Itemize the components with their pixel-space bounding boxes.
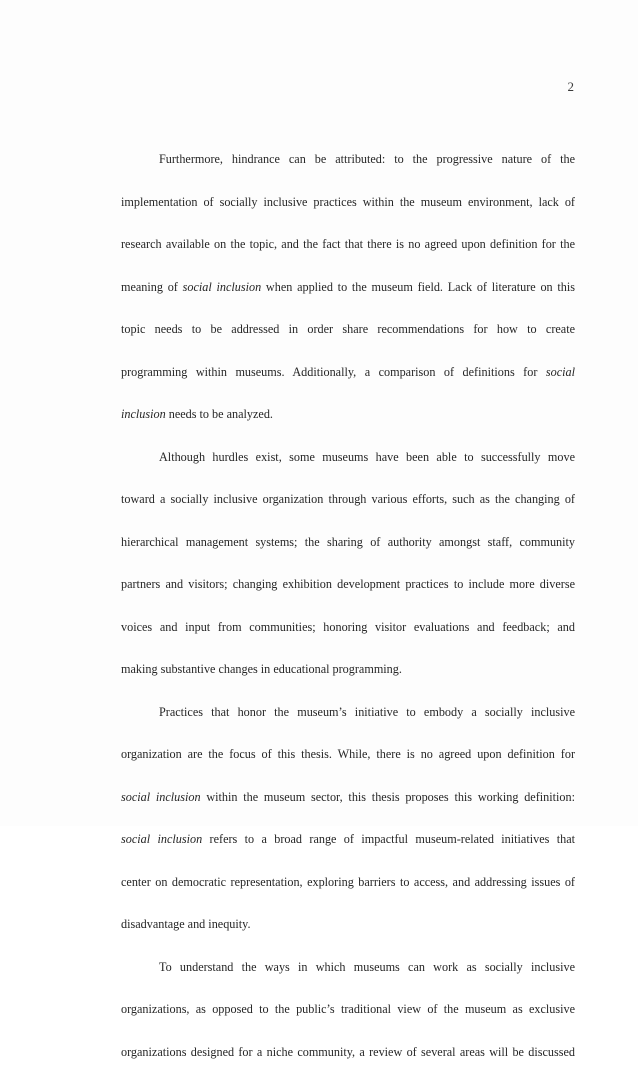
text-line: center on democratic representation, exploring barriers to access, and addressing issues of	[121, 861, 575, 904]
text-line: voices and input from communities; honoring visitor evaluations and feedback; and	[121, 606, 575, 649]
text-line: To understand the ways in which museums can work as socially inclusive	[121, 946, 575, 989]
text-line: social inclusion refers to a broad range of impactful museum-related initiatives that	[121, 818, 575, 861]
text-line: organizations designed for a niche community, a review of several areas will be discussed	[121, 1031, 575, 1073]
text-line: topic needs to be addressed in order share recommendations for how to create	[121, 308, 575, 351]
page-number: 2	[568, 79, 575, 95]
text-line: programming within museums. Additionally, a comparison of definitions for social	[121, 351, 575, 394]
body-text	[121, 138, 575, 1073]
text-line: research available on the topic, and the fact that there is no agreed upon definition for the	[121, 223, 575, 266]
text-line: social inclusion within the museum sector, this thesis proposes this working definition:	[121, 776, 575, 819]
text-line: hierarchical management systems; the sharing of authority amongst staff, community	[121, 521, 575, 564]
text-line: meaning of social inclusion when applied to the museum field. Lack of literature on this	[121, 266, 575, 309]
text-line: Furthermore, hindrance can be attributed: to the progressive nature of the	[121, 138, 575, 181]
text-line: Practices that honor the museum’s initiative to embody a socially inclusive	[121, 691, 575, 734]
text-line: organization are the focus of this thesis. While, there is no agreed upon definition for	[121, 733, 575, 776]
text-line: organizations, as opposed to the public’s traditional view of the museum as exclusive	[121, 988, 575, 1031]
text-line: Although hurdles exist, some museums have been able to successfully move	[121, 436, 575, 479]
text-line: partners and visitors; changing exhibition development practices to include more diverse	[121, 563, 575, 606]
text-line: implementation of socially inclusive practices within the museum environment, lack of	[121, 181, 575, 224]
text-line: toward a socially inclusive organization through various efforts, such as the changing of	[121, 478, 575, 521]
text-line: making substantive changes in educational programming.	[121, 648, 575, 691]
text-line: inclusion needs to be analyzed.	[121, 393, 575, 436]
text-line: disadvantage and inequity.	[121, 903, 575, 946]
